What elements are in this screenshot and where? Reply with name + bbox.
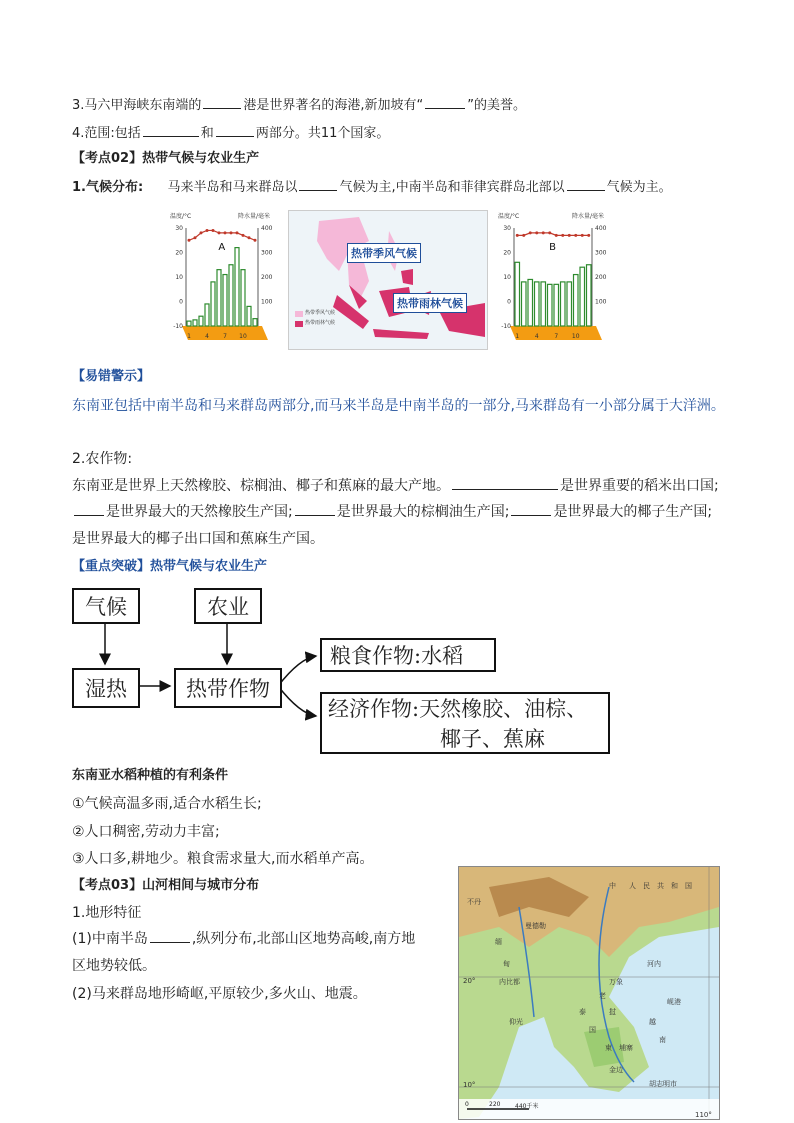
- flow-box-grain: 粮食作物:水稻: [320, 638, 496, 672]
- text: 东南亚是世界上天然橡胶、棕榈油、椰子和蕉麻的最大产地。: [72, 478, 450, 494]
- tick-x: 10: [239, 333, 247, 340]
- map-label: 泰: [579, 1008, 586, 1016]
- cash-line-2: 椰子、蕉麻: [440, 727, 545, 751]
- tick-left: 10: [503, 274, 511, 281]
- legend-rainforest-label: 热带雨林气候: [305, 320, 336, 326]
- tick-left: 0: [179, 298, 183, 306]
- scale-440: 440千米: [515, 1103, 539, 1110]
- flow-box-agriculture: 农业: [194, 588, 262, 624]
- axis-title-precip: 降水量/毫米: [572, 213, 605, 220]
- flow-box-tropical-crops: 热带作物: [174, 668, 282, 708]
- text: ”的美誉。: [467, 98, 527, 113]
- map-label: 共: [657, 882, 664, 890]
- text: 马来半岛和马来群岛以: [167, 180, 298, 195]
- map-label: 20°: [463, 977, 476, 985]
- map-label: 胡志明市: [649, 1080, 677, 1088]
- text: 和: [200, 126, 214, 141]
- text: 是世界最大的椰子生产国;: [553, 504, 713, 520]
- kp03-sub1: 1.地形特征: [72, 905, 142, 921]
- tick-right: 200: [261, 274, 273, 281]
- chart-letter: B: [549, 242, 556, 253]
- kp03-title: 【考点03】山河相间与城市分布: [72, 878, 260, 893]
- flow-box-climate: 气候: [72, 588, 140, 624]
- tick-left: -10: [173, 323, 183, 330]
- text: 4.范围:包括: [72, 126, 141, 141]
- axis-title-temp: 温度/°C: [170, 213, 192, 220]
- tick-right: 400: [595, 225, 607, 232]
- tick-right: 200: [595, 274, 607, 281]
- tick-left: 20: [503, 249, 511, 257]
- map-label: 10°: [463, 1081, 476, 1089]
- tick-x: 1: [187, 333, 191, 340]
- text: 3.马六甲海峡东南端的: [72, 98, 202, 113]
- text: ,纵列分布,北部山区地势高峻,南方地: [191, 931, 416, 947]
- text: 气候为主。: [606, 180, 672, 195]
- scale-220: 220: [489, 1101, 501, 1108]
- map-label: 人: [629, 882, 636, 890]
- flow-box-cash-crops: [320, 692, 610, 754]
- climate-label: 1.气候分布:: [72, 180, 144, 195]
- map-label: 中: [609, 882, 616, 890]
- map-label: 埔寨: [619, 1044, 633, 1052]
- map-label: 仰光: [509, 1018, 523, 1026]
- tick-left: 30: [503, 225, 511, 232]
- tick-right: 300: [595, 249, 607, 257]
- map-label: 挝: [609, 1008, 616, 1016]
- tick-right: 300: [261, 249, 273, 257]
- warning-text: 东南亚包括中南半岛和马来群岛两部分,而马来半岛是中南半岛的一部分,马来群岛有一小部分属于大洋洲。: [72, 398, 725, 414]
- map-label: 和: [671, 882, 678, 890]
- text: (1)中南半岛: [72, 931, 148, 947]
- flow-box-humid-hot: 湿热: [72, 668, 140, 708]
- text: 是世界最大的天然橡胶生产国;: [106, 504, 293, 520]
- map-label: 国: [589, 1026, 596, 1034]
- axis-title-precip: 降水量/毫米: [238, 213, 271, 220]
- text: 是世界重要的稻米出口国;: [560, 478, 719, 494]
- rainforest-callout: 热带雨林气候: [393, 293, 467, 313]
- map-label: 柬: [605, 1044, 612, 1052]
- tick-x: 4: [534, 333, 539, 340]
- tick-x: 7: [554, 333, 559, 340]
- map-label: 内比都: [499, 978, 520, 986]
- tick-x: 1: [515, 333, 520, 340]
- axis-title-temp: 温度/°C: [498, 213, 520, 220]
- blank: [150, 930, 190, 943]
- tick-right: 400: [261, 225, 273, 232]
- kp03-item1a: [72, 930, 415, 948]
- tick-left: -10: [501, 323, 511, 330]
- map-label: 金边: [609, 1066, 623, 1074]
- warning-title: 【易错警示】: [72, 369, 151, 384]
- legend-monsoon-label: 热带季风气候: [305, 310, 336, 316]
- agri-title: 2.农作物:: [72, 451, 133, 467]
- map-label: 老: [599, 992, 606, 1000]
- tick-left: 20: [175, 249, 183, 257]
- topographic-map-svg: [459, 867, 719, 1119]
- kp03-item1b: 区地势较低。: [72, 958, 156, 974]
- map-label: 甸: [503, 960, 510, 968]
- map-label: 南: [659, 1036, 666, 1044]
- tick-x: 4: [205, 333, 209, 340]
- focus-title: 【重点突破】热带气候与农业生产: [72, 559, 268, 574]
- text: 是世界最大的棕榈油生产国;: [336, 504, 510, 520]
- map-label: 民: [643, 882, 650, 890]
- tick-left: 10: [175, 274, 183, 281]
- rice-title: 东南亚水稻种植的有利条件: [72, 768, 229, 783]
- kp03-item2: (2)马来群岛地形崎岖,平原较少,多火山、地震。: [72, 986, 367, 1002]
- map-label: 曼德勒: [525, 922, 546, 930]
- chart-letter: A: [218, 242, 226, 253]
- agri-line-3: 是世界最大的椰子出口国和蕉麻生产国。: [72, 531, 324, 547]
- map-label: 河内: [647, 960, 661, 968]
- map-label: 越: [649, 1018, 656, 1026]
- text: 港是世界著名的海港,新加坡有“: [243, 98, 424, 113]
- map-label: 国: [685, 882, 692, 890]
- map-label: 缅: [495, 938, 502, 946]
- tick-left: 0: [507, 298, 511, 306]
- scale-0: 0: [465, 1101, 469, 1108]
- tick-right: 100: [595, 298, 607, 306]
- map-label: 岘港: [667, 998, 681, 1006]
- tick-left: 30: [175, 225, 183, 232]
- topographic-map: [458, 866, 720, 1120]
- cash-line-1: 经济作物:天然橡胶、油棕、: [328, 697, 588, 721]
- text: 气候为主,中南半岛和菲律宾群岛北部以: [339, 180, 565, 195]
- map-label: 110°: [695, 1111, 712, 1119]
- kp02-title: 【考点02】热带气候与农业生产: [72, 151, 260, 166]
- map-label: 万象: [609, 978, 623, 986]
- monsoon-callout: 热带季风气候: [347, 243, 421, 263]
- tick-x: 10: [571, 333, 580, 340]
- tick-x: 7: [223, 333, 227, 340]
- rice-item-3: ③人口多,耕地少。粮食需求量大,而水稻单产高。: [72, 851, 374, 867]
- rice-item-2: ②人口稠密,劳动力丰富;: [72, 824, 220, 840]
- map-label: 不丹: [467, 898, 481, 906]
- text: 两部分。共11个国家。: [255, 126, 390, 141]
- rice-item-1: ①气候高温多雨,适合水稻生长;: [72, 796, 262, 812]
- tick-right: 100: [261, 298, 273, 306]
